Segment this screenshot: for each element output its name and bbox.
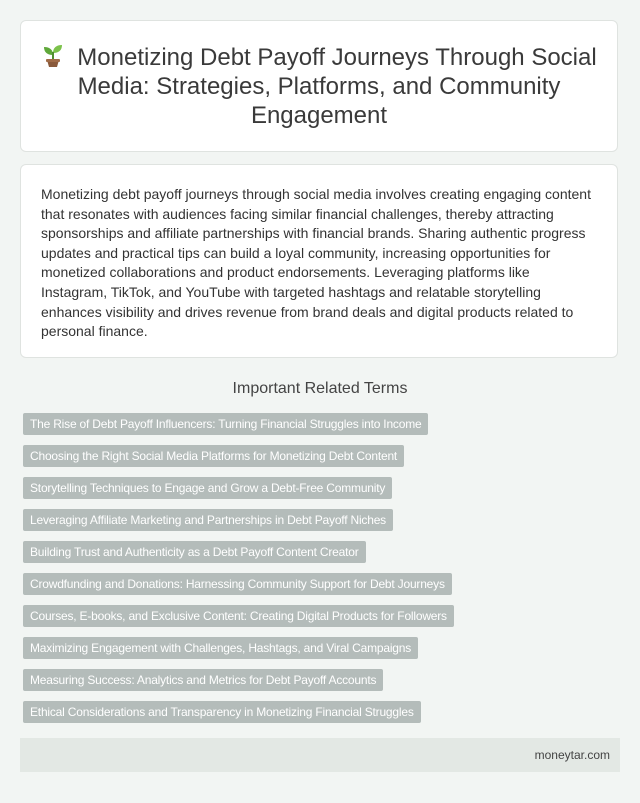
related-term-tag[interactable]: The Rise of Debt Payoff Influencers: Turning Financial Struggles into Income — [23, 413, 428, 435]
related-term-tag[interactable]: Measuring Success: Analytics and Metrics for Debt Payoff Accounts — [23, 669, 383, 691]
related-terms-heading: Important Related Terms — [232, 380, 408, 397]
page-title — [41, 42, 597, 130]
sprout-icon — [41, 42, 65, 68]
related-term-tag[interactable]: Leveraging Affiliate Marketing and Partnerships in Debt Payoff Niches — [23, 509, 393, 531]
summary-text: Monetizing debt payoff journeys through social media involves creating engaging content that resonates with audiences facing similar financial challenges, thereby attracting sponsorships and affiliate partnerships with financial brands. Sharing authentic progress updates and practical tips can build a loyal community, increasing opportunities for monetized collaborations and product endorsements. Leveraging platforms like Instagram, TikTok, and YouTube with targeted hashtags and relatable storytelling enhances visibility and drives revenue from brand deals and digital products related to personal finance. — [41, 186, 591, 340]
related-term-tag[interactable]: Crowdfunding and Donations: Harnessing Community Support for Debt Journeys — [23, 573, 452, 595]
title-card — [20, 20, 618, 152]
related-term-tag[interactable]: Choosing the Right Social Media Platforms for Monetizing Debt Content — [23, 445, 404, 467]
related-term-tag[interactable]: Building Trust and Authenticity as a Debt Payoff Content Creator — [23, 541, 366, 563]
related-term-tag[interactable]: Ethical Considerations and Transparency in Monetizing Financial Struggles — [23, 701, 421, 723]
related-terms-list — [23, 413, 617, 733]
related-term-tag[interactable]: Maximizing Engagement with Challenges, Hashtags, and Viral Campaigns — [23, 637, 418, 659]
related-term-tag[interactable]: Courses, E-books, and Exclusive Content: Creating Digital Products for Followers — [23, 605, 454, 627]
page-title-text: Monetizing Debt Payoff Journeys Through Social Media: Strategies, Platforms, and Community Engagement — [77, 44, 597, 129]
footer-site-link[interactable]: moneytar.com — [534, 748, 610, 762]
footer — [20, 738, 620, 772]
summary-card — [20, 164, 618, 358]
related-term-tag[interactable]: Storytelling Techniques to Engage and Grow a Debt-Free Community — [23, 477, 392, 499]
